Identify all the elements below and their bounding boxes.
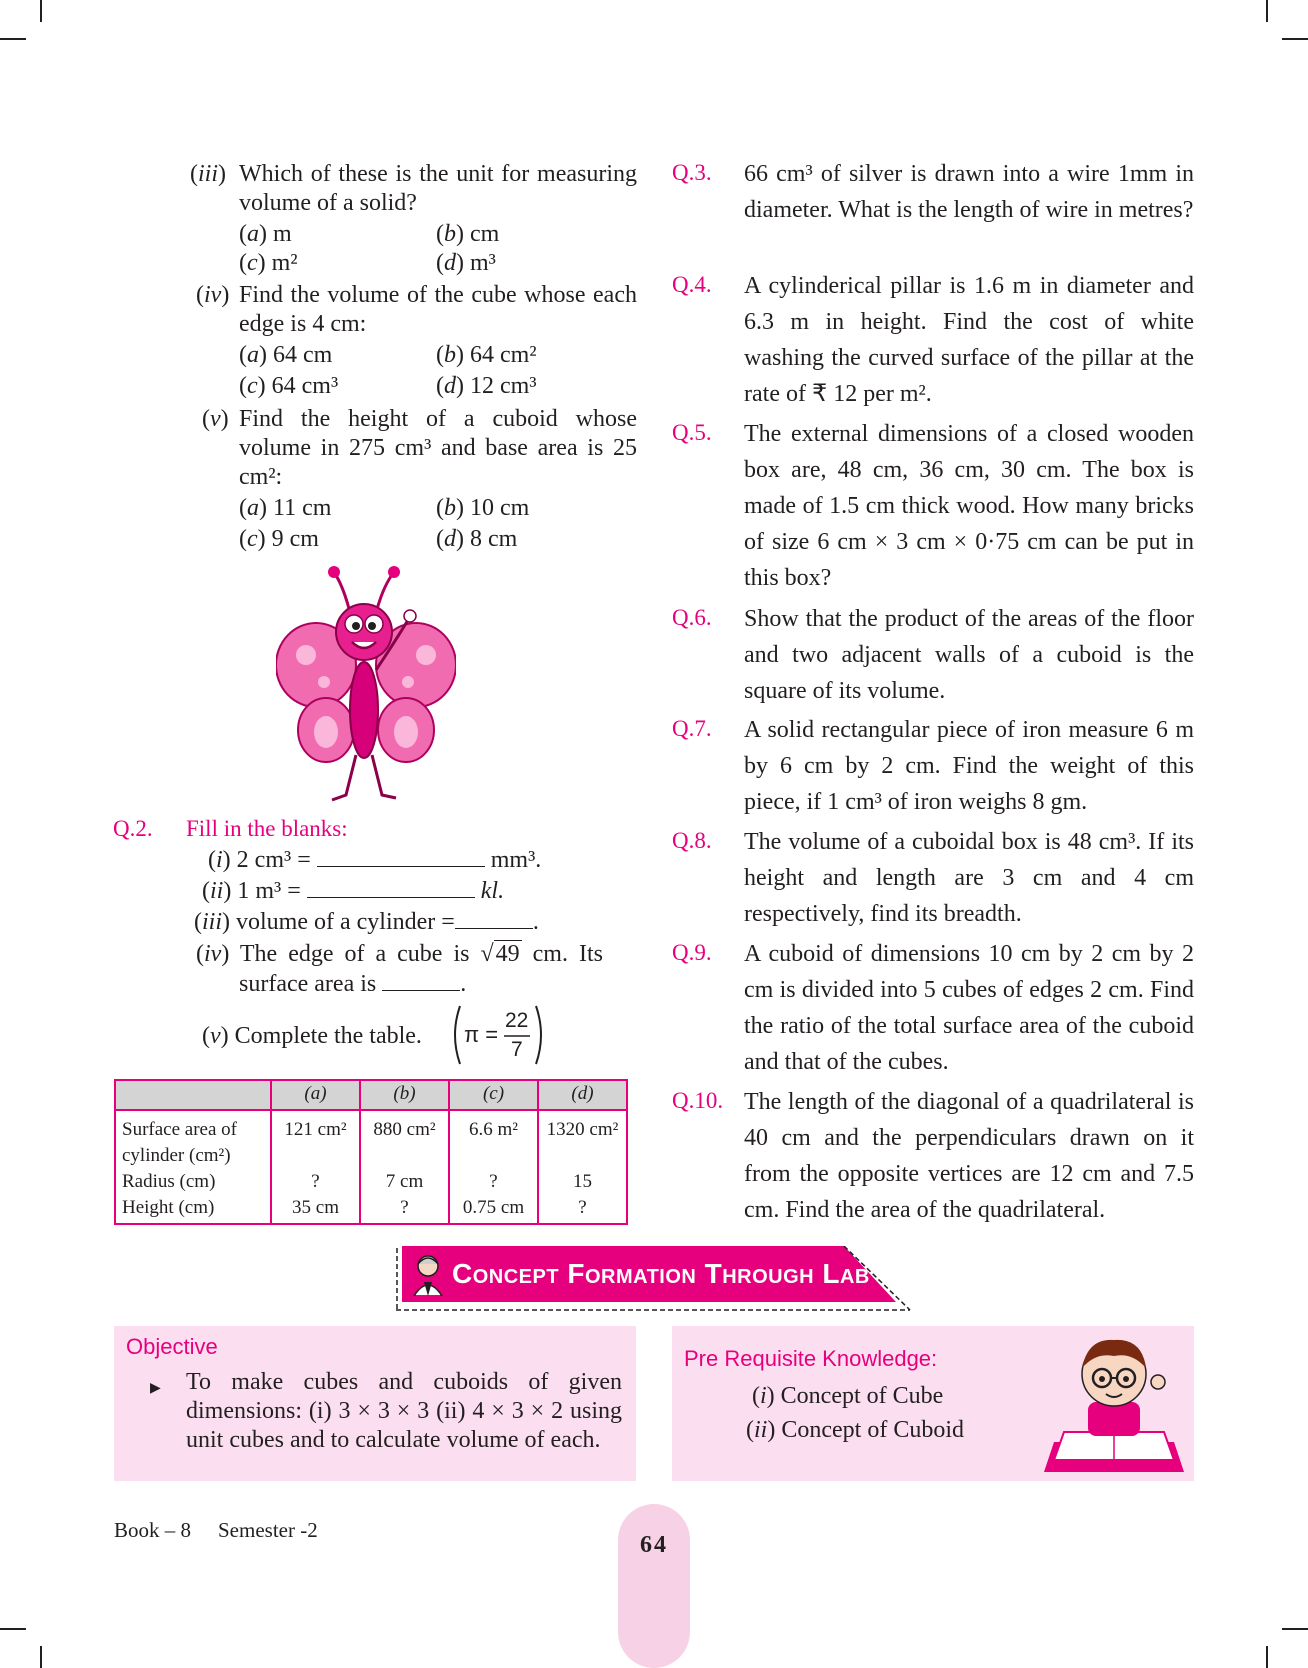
blank-item-ii: (ii) 1 m³ = kl. [202, 878, 505, 904]
option: (b) 64 cm² [436, 342, 537, 368]
table-header-cell: (d) [538, 1080, 627, 1110]
question-label: Q.4. [672, 272, 712, 297]
cylinder-table [114, 1079, 628, 1225]
question-label: Q.3. [672, 160, 712, 185]
question-label: Q.8. [672, 828, 712, 853]
crop-mark [0, 38, 26, 40]
option: (c) 64 cm³ [239, 373, 339, 399]
option: (d) 12 cm³ [436, 373, 537, 399]
blank-line [317, 846, 485, 867]
blank-item-i: (i) 2 cm³ = mm³. [208, 847, 542, 873]
blank-item-v: (v) Complete the table. [202, 1023, 422, 1049]
footer-semester: Semester -2 [218, 1518, 318, 1542]
part-text: Find the volume of the cube whose each edge is 4 cm: [239, 282, 637, 337]
question-label: Q.6. [672, 605, 712, 630]
blank-line [455, 908, 533, 929]
question-label: Q.5. [672, 420, 712, 445]
question-text: A cylinderical pillar is 1.6 m in diameter and 6.3 m in height. Find the cost of white washing the curved surface of the pillar at the rate of ₹ 12 per m². [744, 273, 1194, 407]
crop-mark [40, 1646, 42, 1668]
banner-title: Concept Formation Through Lab [452, 1258, 870, 1289]
table-header-cell: (a) [271, 1080, 360, 1110]
table-header-cell [115, 1080, 271, 1110]
prereq-item: (i) Concept of Cube [752, 1383, 944, 1409]
part-text: Find the height of a cuboid whose volume in 275 cm³ and base area is 25 cm²: [239, 406, 637, 490]
table-cell-c: 6.6 m² ? 0.75 cm [449, 1110, 538, 1224]
pi-symbol: π = [464, 1022, 499, 1047]
crop-mark [1282, 1628, 1308, 1630]
fraction-denominator: 7 [511, 1038, 523, 1061]
table-cell-a: 121 cm² ? 35 cm [271, 1110, 360, 1224]
table-header-cell: (c) [449, 1080, 538, 1110]
crop-mark [1266, 0, 1268, 22]
question-text: Show that the product of the areas of the floor and two adjacent walls of a cuboid is the square of its volume. [744, 606, 1194, 704]
option: (a) m [239, 221, 292, 247]
part-number: (iii) [190, 161, 227, 187]
table-cell-b: 880 cm² 7 cm ? [360, 1110, 449, 1224]
option: (a) 11 cm [239, 495, 332, 521]
lab-banner [396, 1246, 912, 1312]
option: (c) m² [239, 250, 298, 276]
prereq-title: Pre Requisite Knowledge: [684, 1346, 938, 1371]
prereq-item: (ii) Concept of Cuboid [746, 1417, 964, 1443]
butterfly-illustration [276, 560, 456, 805]
question-text: The external dimensions of a closed wooden box are, 48 cm, 36 cm, 30 cm. The box is made of 1.5 cm thick wood. How many bricks of size 6 cm × 3 cm × 0·75 cm can be put in this box? [744, 421, 1194, 591]
crop-mark [40, 0, 42, 22]
table-header-row [115, 1080, 627, 1110]
table-header-cell: (b) [360, 1080, 449, 1110]
question-text: 66 cm³ of silver is drawn into a wire 1mm in diameter. What is the length of wire in metres? [744, 161, 1194, 223]
question-text: The length of the diagonal of a quadrilateral is 40 cm and the perpendiculars drawn on it from the opposite vertices are 12 cm and 7.5 cm. Find the area of the quadrilateral. [744, 1089, 1194, 1223]
scientist-icon [410, 1252, 446, 1296]
question-label: Q.7. [672, 716, 712, 741]
page-number: 64 [640, 1532, 668, 1558]
question-text: A cuboid of dimensions 10 cm by 2 cm by 2 cm is divided into 5 cubes of edges 2 cm. Find the ratio of the total surface area of the cuboid and that of the cubes. [744, 941, 1194, 1075]
row-labels: Surface area of cylinder (cm²) Radius (cm) Height (cm) [115, 1110, 271, 1224]
bullet-arrow-icon: ▶ [150, 1380, 161, 1396]
option: (b) 10 cm [436, 495, 530, 521]
question-text: The volume of a cuboidal box is 48 cm³. If its height and length are 3 cm and 4 cm respectively, find its breadth. [744, 829, 1194, 927]
objective-title: Objective [126, 1334, 218, 1359]
option: (d) 8 cm [436, 526, 518, 552]
prereq-box [672, 1326, 1194, 1481]
fraction-numerator: 22 [505, 1009, 529, 1032]
crop-mark [0, 1628, 26, 1630]
blank-item-iii: (iii) volume of a cylinder = . [194, 909, 539, 935]
option: (a) 64 cm [239, 342, 333, 368]
part-number: (v) [202, 406, 229, 432]
part-number: (iv) [196, 282, 230, 308]
question-text: A solid rectangular piece of iron measure 6 m by 6 cm by 2 cm. Find the weight of this piece, if 1 cm³ of iron weighs 8 gm. [744, 717, 1194, 815]
option: (b) cm [436, 221, 500, 247]
option: (d) m³ [436, 250, 496, 276]
question-label: Q.10. [672, 1088, 724, 1113]
blank-item-iv: (iv) The edge of a cube is √49 cm. Its [196, 941, 603, 967]
blank-item-iv-line2: surface area is . [239, 971, 467, 997]
q2-title: Fill in the blanks: [186, 816, 348, 841]
boy-reading-illustration [1044, 1332, 1184, 1476]
blank-line [382, 970, 460, 991]
objective-text: To make cubes and cuboids of given dimensions: (i) 3 × 3 × 3 (ii) 4 × 3 × 2 using unit cubes and to calculate volume of each. [186, 1369, 622, 1453]
footer-book: Book – 8 [114, 1518, 192, 1542]
question-label: Q.9. [672, 940, 712, 965]
crop-mark [1282, 38, 1308, 40]
blank-line [307, 877, 475, 898]
page-number-tab [618, 1504, 690, 1668]
objective-box [114, 1326, 636, 1481]
table-row [115, 1110, 627, 1224]
pi-fraction [450, 1002, 546, 1068]
crop-mark [1266, 1646, 1268, 1668]
table-cell-d: 1320 cm² 15 ? [538, 1110, 627, 1224]
option: (c) 9 cm [239, 526, 319, 552]
q2-label: Q.2. [113, 816, 153, 841]
part-text: Which of these is the unit for measuring volume of a solid? [239, 161, 637, 216]
